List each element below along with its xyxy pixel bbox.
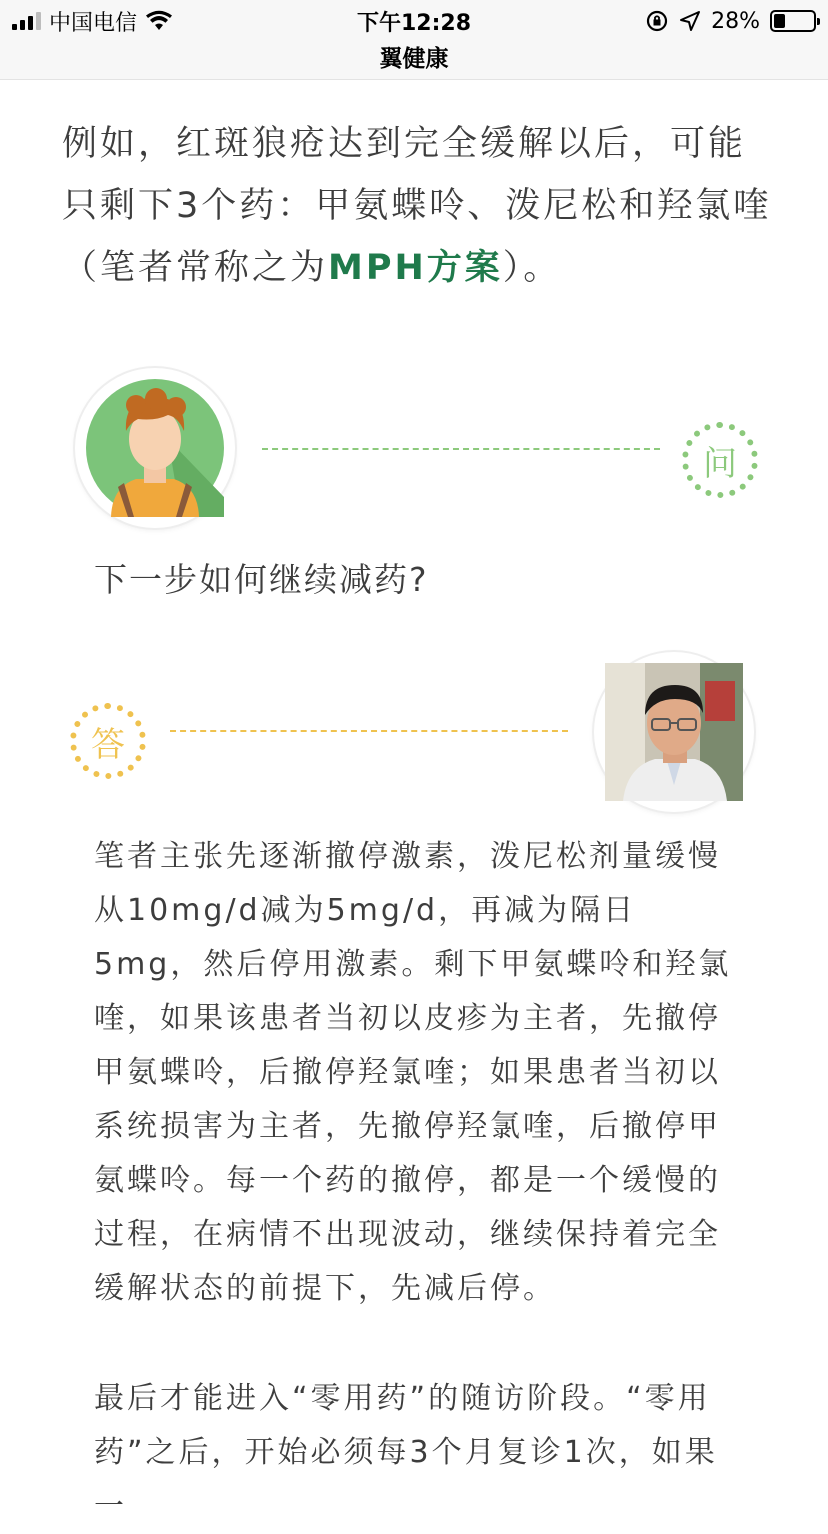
intro-paragraph — [62, 113, 772, 299]
page-title: 翼健康 — [379, 46, 449, 72]
answer-badge — [70, 703, 146, 779]
top-bar — [0, 0, 828, 80]
question-badge-label: 问 — [703, 443, 737, 484]
answer-divider — [170, 730, 568, 732]
question-divider — [262, 448, 660, 450]
answer-paragraph: 笔者主张先逐渐撤停激素，泼尼松剂量缓慢从10mg/d减为5mg/d，再减为隔日5mg，然后停用激素。剩下甲氨蝶呤和羟氯喹，如果该患者当初以皮疹为主者，先撤停甲氨蝶呤，后撤停羟氯喹；如果患者当初以系统损害为主者，先撤停羟氯喹，后撤停甲氨蝶呤。每一个药的撤停，都是一个缓慢的过程，在病情不出现波动，继续保持着完全缓解状态的前提下，先减后停。 — [94, 839, 732, 1306]
question-text: 下一步如何继续减药? — [94, 560, 429, 599]
status-time: 下午12:28 — [356, 11, 472, 36]
status-right — [645, 6, 816, 36]
mph-highlight: MPH方案 — [328, 248, 503, 288]
carrier-name: 中国电信 — [49, 10, 138, 36]
location-arrow-icon — [679, 10, 701, 32]
patient-avatar-icon — [86, 379, 224, 517]
doctor-avatar — [594, 652, 754, 812]
orientation-lock-icon — [645, 9, 669, 33]
doctor-avatar-icon — [605, 663, 743, 801]
followup-paragraph: 最后才能进入“零用药”的随访阶段。“零用药”之后，开始必须每3个月复诊1次，如果一 — [94, 1381, 718, 1524]
battery-percent: 28% — [711, 8, 760, 34]
intro-text: 例如，红斑狼疮达到完全缓解以后，可能只剩下3个药：甲氨蝶呤、泼尼松和羟氯喹（笔者常称之为 — [62, 124, 772, 288]
battery-icon — [770, 10, 816, 32]
patient-avatar — [75, 368, 235, 528]
battery-fill — [774, 14, 785, 28]
answer-badge-label: 答 — [91, 724, 125, 765]
intro-text-end: ）。 — [502, 248, 562, 288]
question-badge — [682, 422, 758, 498]
